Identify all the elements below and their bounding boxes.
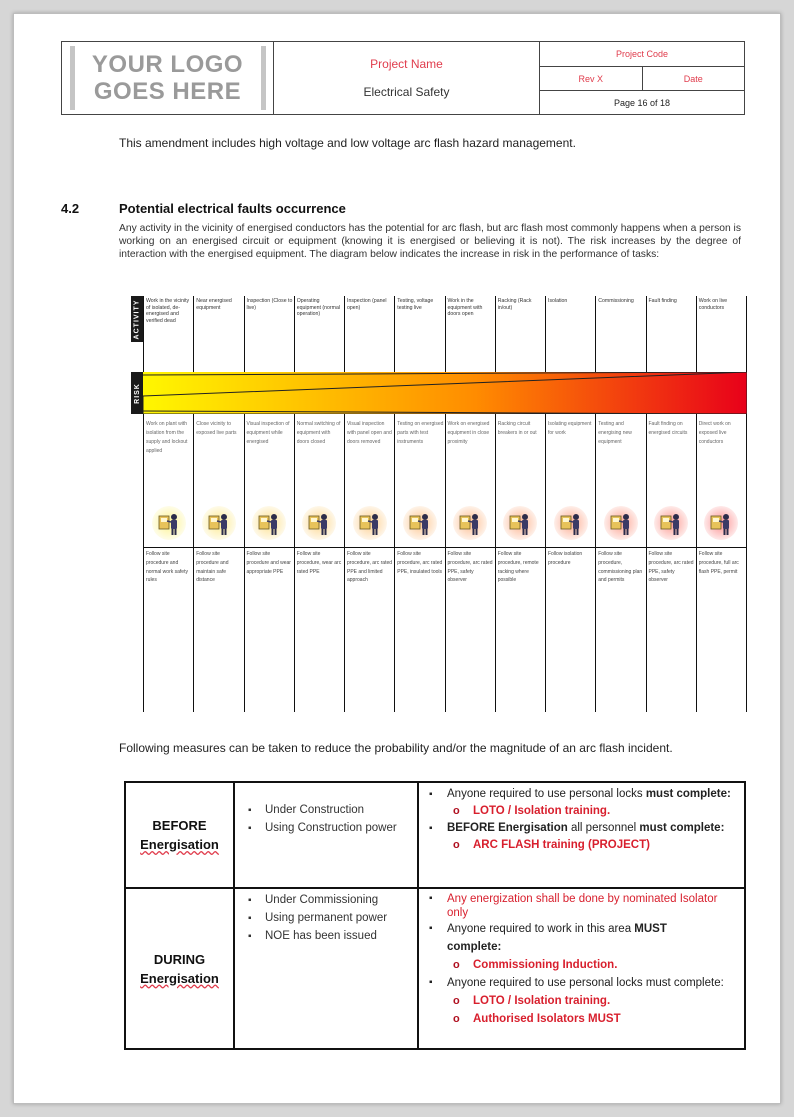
- worker-hazard-icon: [503, 506, 537, 540]
- worker-hazard-icon: [604, 506, 638, 540]
- control-divider: [144, 547, 193, 548]
- phase-during: DURING Energisation: [126, 889, 235, 1048]
- task-description: Visual inspection with panel open and doors removed: [347, 421, 392, 445]
- task-description: Work on plant with isolation from the supply and lockout applied: [146, 421, 188, 454]
- condition-item: ▪ Under Commissioning: [265, 893, 413, 908]
- activity-text: Commissioning: [598, 298, 634, 304]
- worker-hazard-icon: [403, 506, 437, 540]
- control-measure-text: Follow site procedure, arc rated PPE, safety observer: [447, 551, 493, 584]
- activity-text: Work in the equipment with doors open: [447, 298, 483, 317]
- task-description: Direct work on exposed live conductors: [698, 421, 731, 445]
- worker-hazard-icon: [554, 506, 588, 540]
- control-measure-text: Follow site procedure, full arc flash PPE, permit: [698, 551, 739, 575]
- revision: Rev X: [540, 67, 643, 90]
- project-code: Project Code: [540, 42, 744, 67]
- risk-column: [143, 296, 193, 712]
- activity-text: Work in the vicinity of isolated, de-energised and verified dead: [146, 298, 190, 324]
- task-description: Testing and energising new equipment: [598, 421, 632, 445]
- conditions-during: [235, 889, 419, 1048]
- requirements-during: ▪ Any energization shall be done by nominated Isolator only ▪ Anyone required to work in this area MUST complete: o Commissioning Induction. ▪ Anyone required to use personal locks must complete: o LOTO / Isolation training. o Authorised Isolators MUST: [419, 889, 744, 1048]
- condition-item: ▪ Using permanent power: [265, 911, 413, 926]
- control-divider: [395, 547, 444, 548]
- risk-axis-label: RISK: [131, 372, 143, 414]
- risk-diagram: [131, 296, 747, 712]
- condition-item: ▪ NOE has been issued: [265, 929, 413, 944]
- activity-text: Racking (Rack in/out): [497, 298, 532, 311]
- task-description: Racking circuit breakers in or out: [497, 421, 537, 436]
- control-divider: [647, 547, 696, 548]
- task-description: Close vicinity to exposed live parts: [196, 421, 237, 436]
- risk-column: [394, 296, 444, 712]
- control-measure-text: Follow site procedure, arc rated PPE, insulated tools: [397, 551, 443, 575]
- worker-hazard-icon: [202, 506, 236, 540]
- measures-table: [124, 781, 746, 1050]
- task-description: Testing on energised parts with test instruments: [397, 421, 444, 445]
- control-divider: [245, 547, 294, 548]
- section-number: 4.2: [61, 201, 80, 216]
- risk-column: [595, 296, 645, 712]
- control-divider: [194, 547, 243, 548]
- activity-text: Inspection (panel open): [347, 298, 387, 311]
- activity-text: Inspection (Close to live): [246, 298, 293, 311]
- control-divider: [697, 547, 746, 548]
- control-divider: [345, 547, 394, 548]
- control-measure-text: Follow site procedure and maintain safe distance: [196, 551, 229, 584]
- section-title: Potential electrical faults occurrence: [119, 201, 346, 216]
- measures-row-during: [126, 889, 744, 1048]
- activity-axis-label: ACTIVITY: [131, 296, 143, 342]
- worker-hazard-icon: [252, 506, 286, 540]
- risk-column: [646, 296, 696, 712]
- risk-column: [696, 296, 747, 712]
- date: Date: [683, 73, 703, 84]
- logo-text-line2: GOES HERE: [93, 78, 242, 105]
- document-header: [61, 41, 745, 115]
- activity-text: Near energised equipment: [196, 298, 232, 311]
- condition-item: ▪ Using Construction power: [265, 821, 413, 836]
- phase-before: BEFORE Energisation: [126, 783, 235, 887]
- control-divider: [496, 547, 545, 548]
- condition-item: ▪ Under Construction: [265, 803, 413, 818]
- logo-placeholder: [70, 46, 266, 110]
- activity-text: Fault finding: [648, 298, 677, 304]
- document-title: Electrical Safety: [363, 85, 450, 99]
- task-description: Work on energised equipment in close proximity: [447, 421, 490, 445]
- control-measure-text: Follow site procedure, arc rated PPE, safety observer: [648, 551, 694, 584]
- task-description: Normal switching of equipment with doors closed: [296, 421, 341, 445]
- control-divider: [446, 547, 495, 548]
- worker-hazard-icon: [704, 506, 738, 540]
- page-number: Page 16 of 18: [613, 97, 671, 108]
- control-measure-text: Follow site procedure and wear appropriate PPE: [246, 551, 291, 575]
- logo-cell: [62, 42, 274, 114]
- activity-text: Operating equipment (normal operation): [296, 298, 341, 317]
- risk-gradient-bar: [143, 372, 747, 414]
- activity-text: Testing, voltage testing live: [397, 298, 434, 311]
- document-page: [13, 13, 781, 1104]
- worker-hazard-icon: [453, 506, 487, 540]
- task-description: Isolating equipment for work: [548, 421, 592, 436]
- section-paragraph: Any activity in the vicinity of energised conductors has the potential for arc flash, but arc flash most commonly happens when a person is working on an energised circuit or equipment (knowing it is energised or believing it is not). The risk increases by the degree of interaction with the energised equipment. The diagram below indicates the increase in risk in the performance of tasks:: [119, 223, 741, 260]
- measures-intro: Following measures can be taken to reduce the probability and/or the magnitude of an arc flash incident.: [119, 741, 673, 755]
- conditions-before: [235, 783, 419, 887]
- diagram-columns: [143, 296, 747, 712]
- risk-column: [294, 296, 344, 712]
- control-measure-text: Follow site procedure and normal work safety rules: [146, 551, 188, 584]
- task-description: Visual inspection of equipment while energised: [246, 421, 290, 445]
- control-measure-text: Follow site procedure, commissioning plan and permits: [598, 551, 643, 584]
- control-measure-text: Follow site procedure, wear arc rated PPE: [296, 551, 342, 575]
- project-cell: [274, 42, 540, 114]
- control-measure-text: Follow site procedure, arc rated PPE and limited approach: [347, 551, 393, 584]
- doc-info-cell: [540, 42, 744, 114]
- control-measure-text: Follow isolation procedure: [548, 551, 583, 566]
- intro-text: This amendment includes high voltage and low voltage arc flash hazard management.: [119, 136, 576, 150]
- risk-column: [445, 296, 495, 712]
- worker-hazard-icon: [302, 506, 336, 540]
- worker-hazard-icon: [353, 506, 387, 540]
- logo-text-line1: YOUR LOGO: [91, 51, 244, 78]
- worker-hazard-icon: [152, 506, 186, 540]
- worker-hazard-icon: [654, 506, 688, 540]
- activity-text: Isolation: [548, 298, 568, 304]
- activity-text: Work on live conductors: [698, 298, 728, 311]
- risk-column: [545, 296, 595, 712]
- requirements-before: ▪ Anyone required to use personal locks must complete: o LOTO / Isolation training. ▪ BEFORE Energisation all personnel must complete: o ARC FLASH training (PROJECT): [419, 783, 744, 887]
- control-divider: [546, 547, 595, 548]
- task-description: Fault finding on energised circuits: [648, 421, 688, 436]
- control-divider: [596, 547, 645, 548]
- measures-row-before: [126, 783, 744, 889]
- risk-column: [344, 296, 394, 712]
- risk-column: [495, 296, 545, 712]
- risk-gradient: [143, 372, 747, 414]
- risk-column: [244, 296, 294, 712]
- control-measure-text: Follow site procedure, remote racking where possible: [497, 551, 539, 584]
- risk-column: [193, 296, 243, 712]
- control-divider: [295, 547, 344, 548]
- project-name: Project Name: [370, 57, 443, 71]
